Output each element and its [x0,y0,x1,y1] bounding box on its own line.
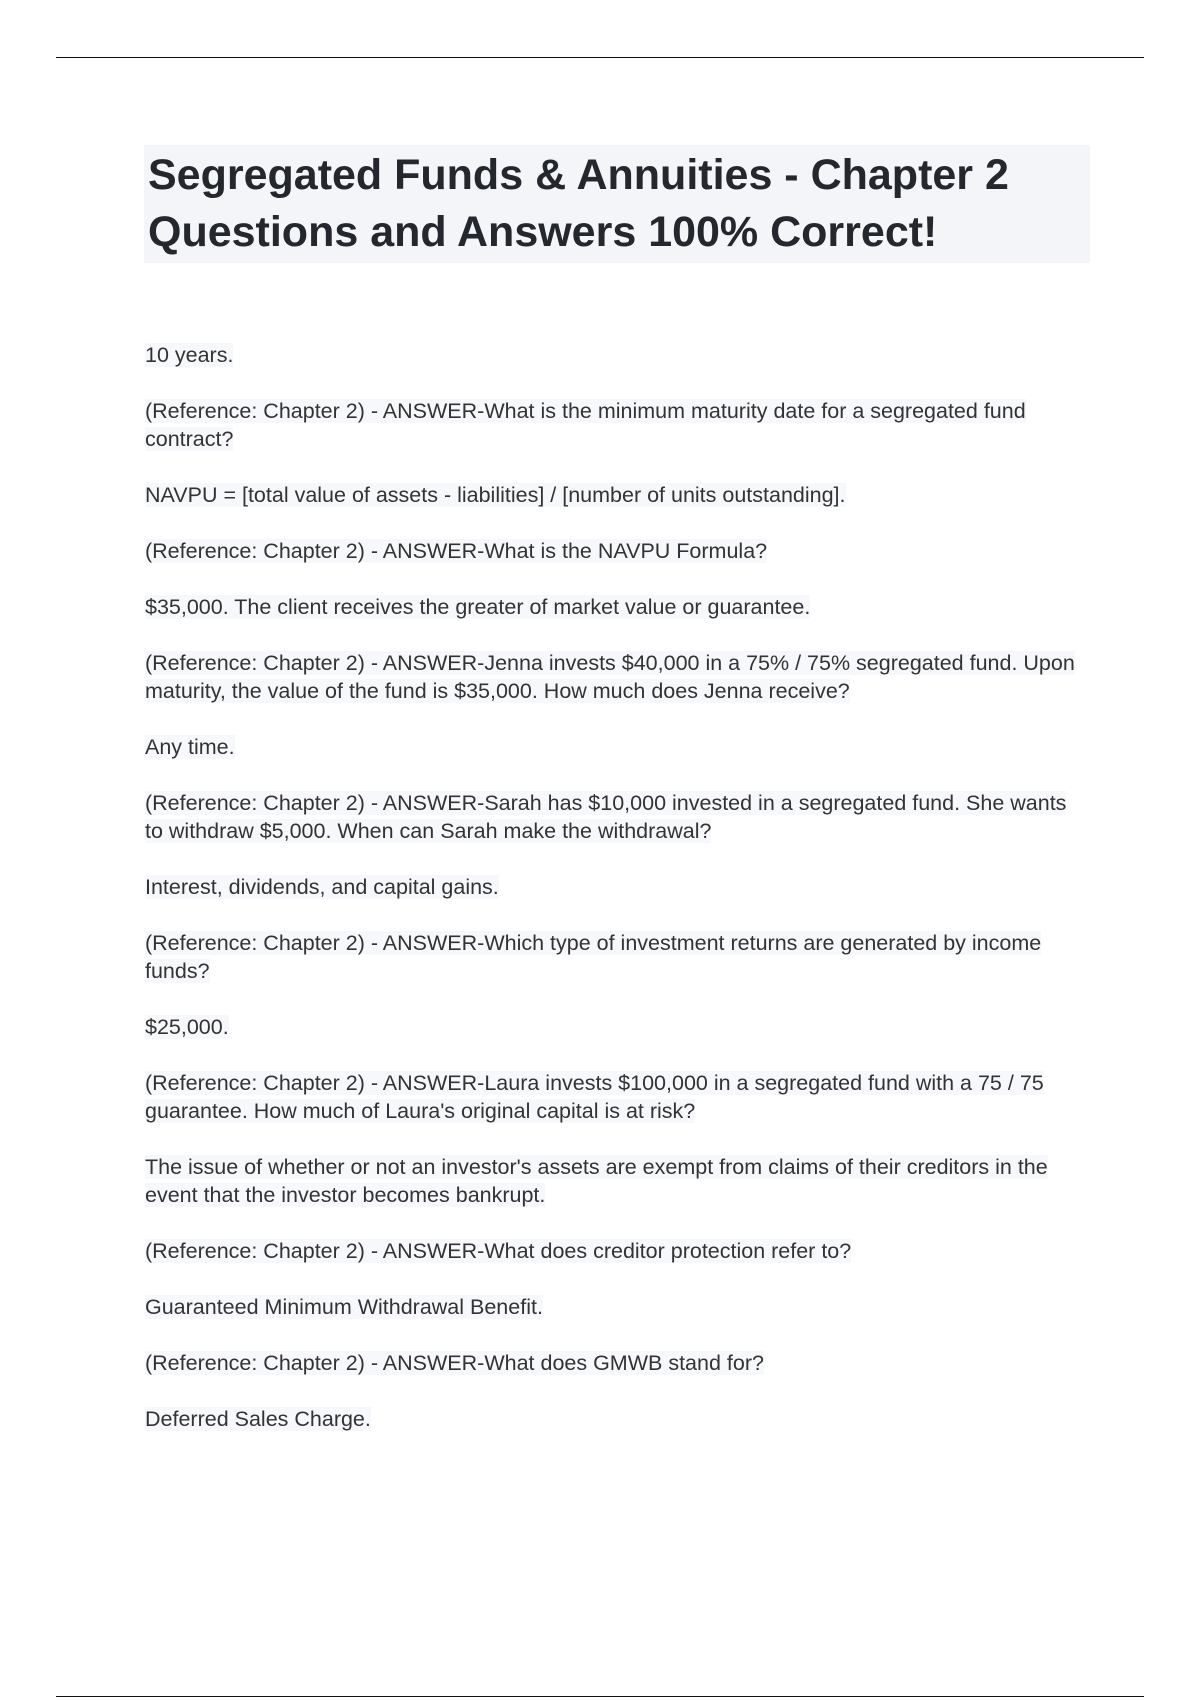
answer-text: Deferred Sales Charge. [145,1407,371,1431]
answer-text: Any time. [145,735,235,759]
question-text: (Reference: Chapter 2) - ANSWER-What does GMWB stand for? [145,1351,764,1375]
answer-text: Interest, dividends, and capital gains. [145,875,499,899]
answer-text: The issue of whether or not an investor's assets are exempt from claims of their creditors in the event that the investor becomes bankrupt. [145,1155,1048,1207]
question-text: (Reference: Chapter 2) - ANSWER-Which type of investment returns are generated by income funds? [145,931,1042,983]
answer-text: NAVPU = [total value of assets - liabilities] / [number of units outstanding]. [145,483,846,507]
question-text: (Reference: Chapter 2) - ANSWER-What is the NAVPU Formula? [145,539,768,563]
answer-text: $25,000. [145,1015,229,1039]
question-text: (Reference: Chapter 2) - ANSWER-Jenna invests $40,000 in a 75% / 75% segregated fund. Upon maturity, the value of the fund is $35,000. How much does Jenna receive? [145,651,1075,703]
question-text: (Reference: Chapter 2) - ANSWER-Sarah has $10,000 invested in a segregated fund. She wants to withdraw $5,000. When can Sarah make the withdrawal? [145,791,1067,843]
answer-text: Guaranteed Minimum Withdrawal Benefit. [145,1295,543,1319]
answer-text: $35,000. The client receives the greater of market value or guarantee. [145,595,811,619]
answer-text: 10 years. [145,343,234,367]
question-text: (Reference: Chapter 2) - ANSWER-Laura invests $100,000 in a segregated fund with a 75 / 75 guarantee. How much of Laura's original capital is at risk? [145,1071,1044,1123]
qa-list [145,341,1090,1433]
bottom-divider [56,1696,1144,1697]
document-body [145,145,1090,1461]
question-text: (Reference: Chapter 2) - ANSWER-What does creditor protection refer to? [145,1239,852,1263]
top-divider [56,57,1144,58]
document-title: Segregated Funds & Annuities - Chapter 2 Questions and Answers 100% Correct! [144,145,1090,263]
question-text: (Reference: Chapter 2) - ANSWER-What is the minimum maturity date for a segregated fund contract? [145,399,1026,451]
